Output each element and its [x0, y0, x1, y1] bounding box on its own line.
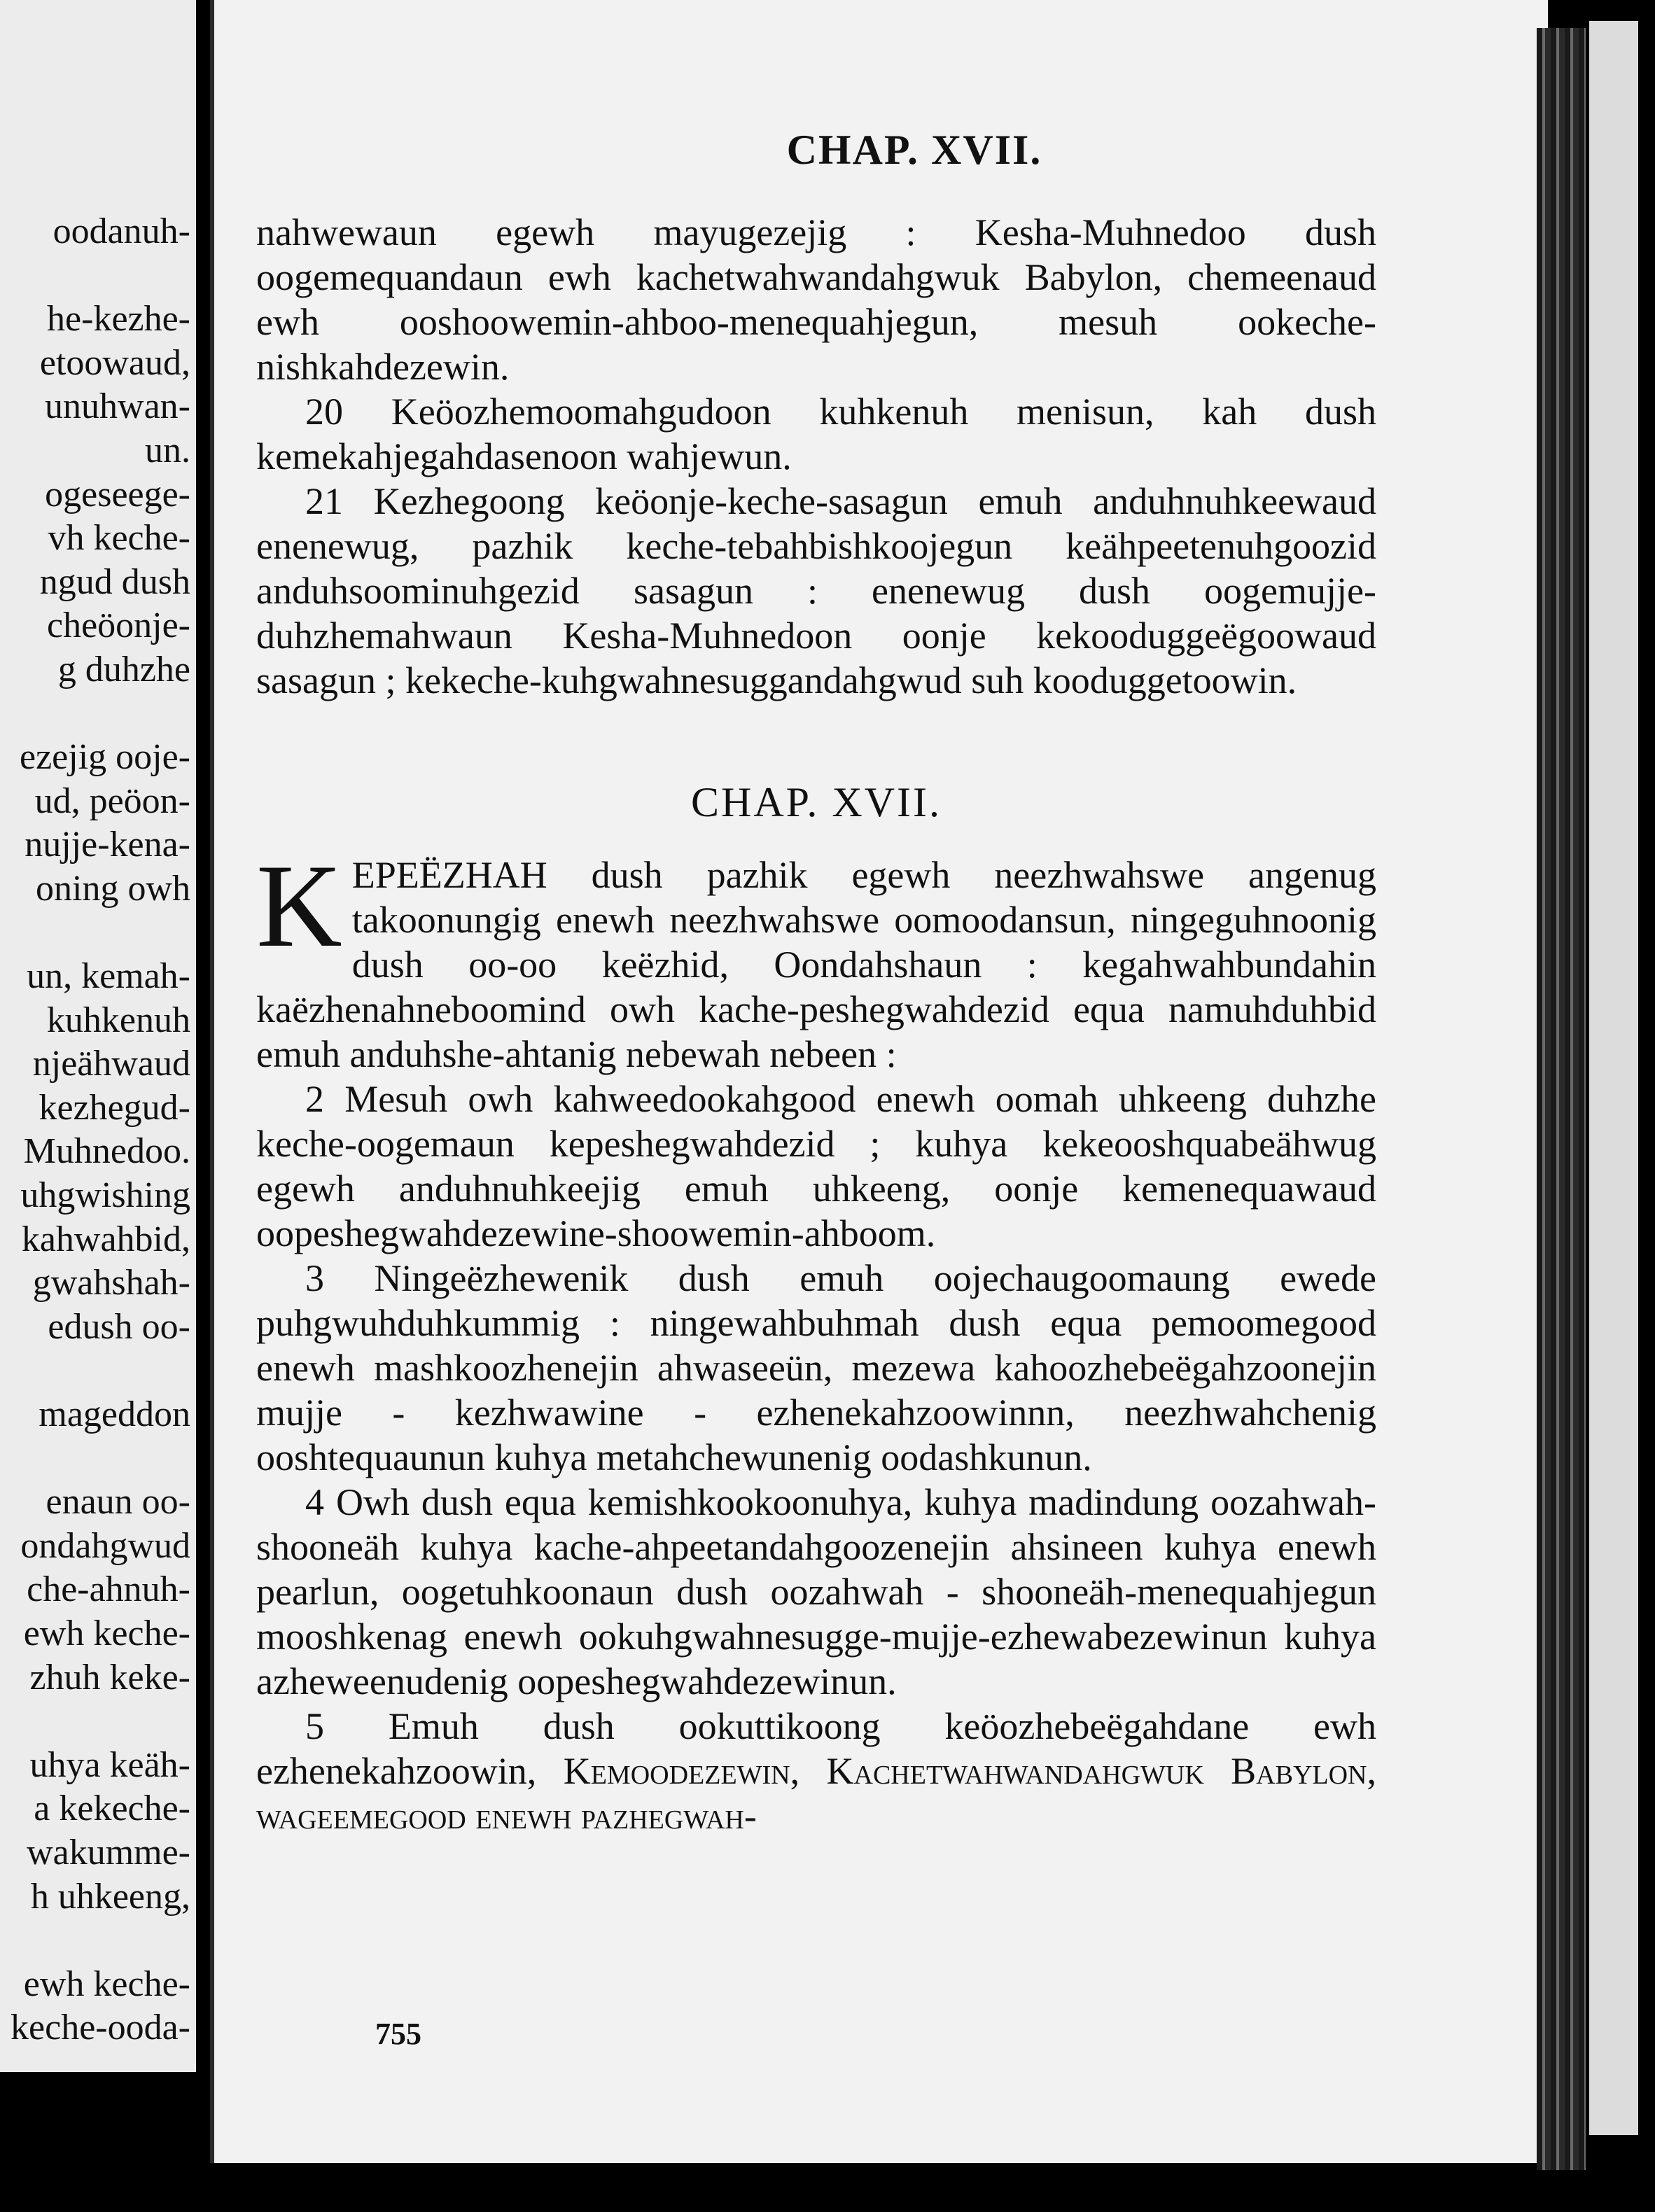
- verse-5-smallcaps: Kemoodezewin, Kachetwahwandahgwuk Babylon, wageemegood enewh pazhegwah-: [256, 1750, 1376, 1837]
- left-page-line: gwahshah-: [32, 1263, 190, 1303]
- left-page-line: [0, 254, 196, 298]
- page-text-block: [256, 210, 1376, 1838]
- left-page-line: h uhkeeng,: [30, 1876, 190, 1917]
- left-page-line: ondahgwud: [20, 1525, 190, 1566]
- verse-continuation: nahwewaun egewh mayugezejig : Kesha-Muhnedoo dush oogemequandaun ewh kachetwahwandahgwuk Babylon, chemeenaud ewh ooshoowemin-ahboo-menequahjegun, mesuh ookeche-nishkahdezewin.: [256, 211, 1376, 388]
- left-page-line: [0, 1700, 196, 1744]
- left-page-line: wakumme-: [27, 1832, 190, 1872]
- left-page-line: kuhkenuh: [46, 1000, 190, 1040]
- page-number: 755: [375, 2017, 421, 2051]
- left-page-line: [0, 1349, 196, 1393]
- left-page-line: ogeseege-: [45, 474, 190, 514]
- verse-5-text: 5 Emuh dush ookuttikoong keöozhebeëgahdane ewh ezhenekahzoowin,: [256, 1705, 1376, 1792]
- book-binding-edge: [1537, 28, 1586, 2170]
- left-page-line: edush oo-: [48, 1306, 190, 1347]
- left-page-line: oning owh: [36, 868, 190, 909]
- left-page-line: ngud dush: [39, 561, 190, 602]
- verse-1: [256, 840, 1376, 1077]
- left-page-line: [0, 1437, 196, 1481]
- left-page-line: oodanuh-: [53, 211, 190, 251]
- left-page-line: keche-ooda-: [11, 2008, 190, 2048]
- verse-20: 20 Keöozhemoomahgudoon kuhkenuh menisun, kah dush kemekahjegahdasenoon wahjewun.: [256, 391, 1376, 477]
- left-page-line: he-kezhe-: [47, 299, 190, 340]
- left-page-line: vh keche-: [48, 518, 190, 559]
- verse-5: [256, 1704, 1376, 1838]
- left-page-line: uhgwishing: [20, 1175, 190, 1216]
- left-page-line: [0, 692, 196, 736]
- page-edges: [1589, 21, 1638, 2135]
- book-page: [210, 0, 1548, 2163]
- left-page-line: [0, 911, 196, 955]
- left-page-line: etoowaud,: [39, 342, 190, 383]
- left-page-line: mageddon: [39, 1394, 190, 1435]
- left-page-line: che-ahnuh-: [27, 1569, 190, 1610]
- verse-1-text: EPEËZHAH dush pazhik egewh neezhwahswe angenug takoonungig enewh neezhwahswe oomoodansun, ningeguhnoonig dush oo-oo keëzhid, Oondahshaun : kegahwahbundahin kaëzhenahneboomind owh kache-peshegwahdezid equa namuhduhbid emuh anduhshe-ahtanig nebewah nebeen :: [256, 854, 1376, 1075]
- left-page-line: un.: [145, 430, 190, 470]
- left-page-line: zhuh keke-: [29, 1657, 190, 1698]
- left-page-line: unuhwan-: [45, 386, 190, 427]
- left-page-text: [0, 210, 196, 2050]
- running-head: CHAP. XVII.: [786, 127, 1042, 173]
- drop-cap: K: [256, 840, 342, 972]
- left-page-line: njeähwaud: [32, 1044, 190, 1084]
- verse-21: 21 Kezhegoong keöonje-keche-sasagun emuh anduhnuhkeewaud enenewug, pazhik keche-tebahbishkoojegun keähpeetenuhgoozid anduhsoominuhgezid sasagun : enenewug dush oogemujje-duhzhemahwaun Kesha-Muhnedoon oonje kekooduggeëgoowaud sasagun ; kekeche-kuhgwahnesuggandahgwud suh kooduggetoowin.: [256, 480, 1376, 701]
- left-page-line: cheöonje-: [46, 606, 190, 646]
- left-page-line: ud, peöon-: [34, 780, 190, 821]
- left-page-line: ewh keche-: [23, 1614, 190, 1653]
- left-page-line: a kekeche-: [34, 1788, 190, 1829]
- verse-3: 3 Ningeëzhewenik dush emuh oojechaugoomaung ewede puhgwuhduhkummig : ningewahbuhmah dush equa pemoomegood enewh mashkoozhenejin ahwaseeün, mezewa kahoozhebeëgahzoonejin mujje - kezhwawine - ezhenekahzoowinnn, neezhwahchenig ooshtequaunun kuhya metahchewunenig oodashkunun.: [256, 1257, 1376, 1478]
- left-page-line: nujje-kena-: [25, 825, 190, 865]
- left-page-line: ewh keche-: [23, 1963, 190, 2004]
- left-page-line: ezejig ooje-: [20, 737, 190, 778]
- left-page-line: kahwahbid,: [21, 1219, 190, 1259]
- left-page-line: un, kemah-: [27, 956, 190, 997]
- left-page-line: enaun oo-: [46, 1482, 190, 1522]
- verse-4: 4 Owh dush equa kemishkookoonuhya, kuhya madindung oozahwah-shooneäh kuhya kache-ahpeetandahgoozenejin ahsineen kuhya enewh pearlun, oogetuhkoonaun dush oozahwah - shooneäh-menequahjegun mooshkenag enewh ookuhgwahnesugge-mujje-ezhewabezewinun kuhya azheweenudenig oopeshegwahdezewinun.: [256, 1481, 1376, 1702]
- left-page-line: Muhnedoo.: [23, 1131, 190, 1172]
- left-page-line: [0, 1919, 196, 1963]
- left-page-line: g duhzhe: [57, 649, 190, 690]
- chapter-title: CHAP. XVII.: [690, 779, 942, 825]
- left-page-line: uhya keäh-: [29, 1744, 190, 1785]
- facing-left-page: [0, 0, 196, 2072]
- left-page-line: kezhegud-: [39, 1087, 190, 1128]
- verse-2: 2 Mesuh owh kahweedookahgood enewh oomah uhkeeng duhzhe keche-oogemaun kepeshegwahdezid ; kuhya kekeooshquabeähwug egewh anduhnuhkeejig emuh uhkeeng, oonje kemenequawaud oopeshegwahdezewine-shoowemin-ahboom.: [256, 1078, 1376, 1254]
